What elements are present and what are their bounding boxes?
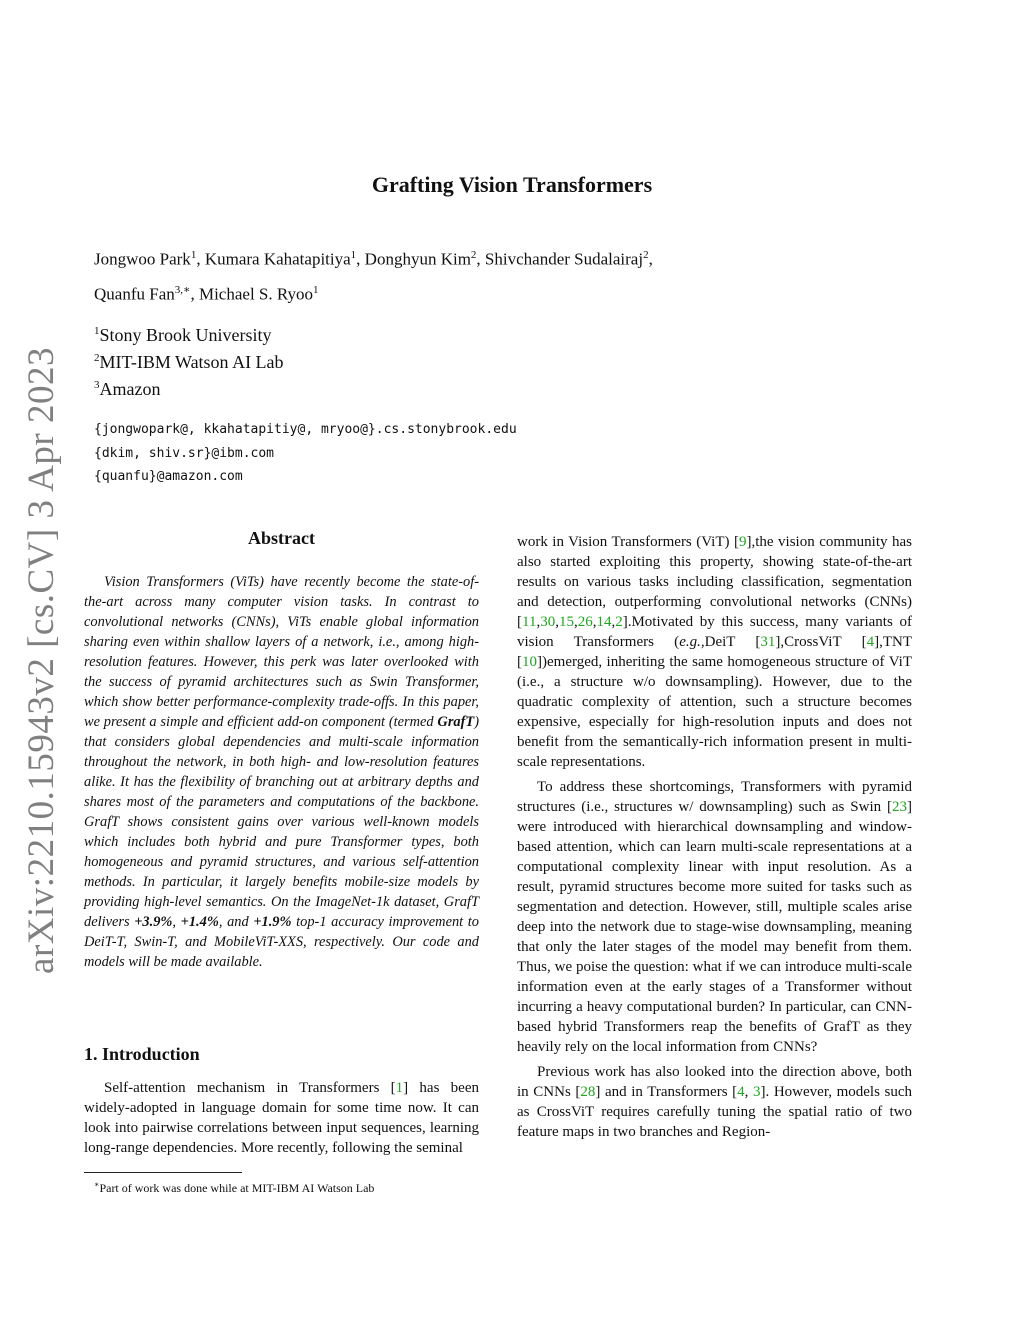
affiliation-number: 1 bbox=[94, 325, 100, 337]
email-line: {quanfu}@amazon.com bbox=[94, 469, 243, 484]
author-list: Jongwoo Park$^1$, Kumara Kahatapitiya$^1$, Donghyun Kim$^2$, Shivchander Sudalairaj$^2$, Quanfu Fan$^{3,∗}$, Michael S. Ryoo$^1$ bbox=[94, 249, 653, 304]
affiliation-name: Stony Brook University bbox=[99, 325, 272, 345]
author-affiliation-mark: 1 bbox=[313, 283, 319, 296]
affiliation-item bbox=[94, 320, 284, 347]
affiliation-item bbox=[94, 347, 284, 374]
intro-paragraph-1-start: Self-attention mechanism in Transformers [1] has been widely-adopted in language domain for some time now. It can look into pairwise correlations between input sequences, learning long-range dependencies. More recently, following the seminal bbox=[84, 1080, 479, 1156]
affiliation-number: 3 bbox=[94, 379, 100, 391]
affiliation-name: Amazon bbox=[99, 379, 161, 399]
abstract-heading: Abstract bbox=[248, 528, 315, 548]
citation-link[interactable]: 15 bbox=[558, 614, 574, 630]
citation-link[interactable]: 31 bbox=[760, 634, 776, 650]
left-column bbox=[84, 528, 479, 1158]
affiliation-item bbox=[94, 374, 284, 401]
affiliation-number: 2 bbox=[94, 352, 100, 364]
citation-link[interactable]: 10 bbox=[522, 654, 537, 670]
abstract-text: Vision Transformers (ViTs) have recently become the state-of-the-art across many computer vision tasks. In contrast to convolutional networks (CNNs), ViTs enable global information sharing even within shallow layers of a network, i.e., among high-resolution features. However, this perk was later overlooked with the success of pyramid architectures such as Swin Transformer, which show better performance-complexity trade-offs. In this paper, we present a simple and efficient add-on component (termed GrafT) that considers global dependencies and multi-scale information throughout the network, in both high- and low-resolution features alike. It has the flexibility of branching out at arbitrary depths and shares most of the parameters and computations of the backbone. GrafT shows consistent gains over various well-known models which includes both hybrid and pure Transformer types, both homogeneous and pyramid structures, and various self-attention methods. In particular, it largely benefits mobile-size models by providing high-level semantics. On the ImageNet-1k dataset, GrafT delivers +3.9%, +1.4%, and +1.9% top-1 accuracy improvement to DeiT-T, Swin-T, and MobileViT-XXS, respectively. Our code and models will be made available. bbox=[84, 574, 479, 970]
citation-link[interactable]: 2 bbox=[615, 614, 623, 630]
footnote-divider bbox=[84, 1172, 242, 1173]
citation-link[interactable]: 30 bbox=[540, 614, 556, 630]
gain-value: +1.9% bbox=[253, 914, 292, 930]
paper-title: Grafting Vision Transformers bbox=[371, 172, 653, 197]
citation-link[interactable]: 14 bbox=[596, 614, 612, 630]
author-name: Shivchander Sudalairaj bbox=[484, 249, 644, 269]
affiliation-list bbox=[94, 320, 284, 401]
citation-link[interactable]: 1 bbox=[395, 1080, 404, 1096]
section-heading-introduction: 1. Introduction bbox=[84, 1044, 200, 1064]
affiliation-name: MIT-IBM Watson AI Lab bbox=[99, 352, 284, 372]
author-name: Jongwoo Park bbox=[94, 249, 191, 269]
citation-link[interactable]: 11 bbox=[522, 614, 537, 630]
email-line: {jongwopark@, kkahatapitiy@, mryoo@}.cs.stonybrook.edu bbox=[94, 422, 517, 437]
footnote bbox=[94, 1177, 374, 1196]
citation-link[interactable]: 26 bbox=[577, 614, 593, 630]
author-name: Kumara Kahatapitiya bbox=[204, 249, 351, 269]
author-affiliation-mark: 2 bbox=[643, 249, 649, 261]
author-name: Michael S. Ryoo bbox=[198, 284, 314, 304]
author-affiliation-mark: 1 bbox=[350, 249, 357, 261]
grafT-term: GrafT bbox=[437, 714, 475, 730]
gain-value: +1.4% bbox=[180, 914, 219, 930]
citation-link[interactable]: 4 bbox=[866, 634, 875, 650]
author-affiliation-mark: 2 bbox=[470, 249, 477, 261]
email-line: {dkim, shiv.sr}@ibm.com bbox=[94, 445, 275, 461]
right-column bbox=[517, 532, 912, 1142]
gain-value: +3.9% bbox=[134, 914, 173, 930]
arxiv-identifier bbox=[6, 346, 76, 974]
footnote-text: Part of work was done while at MIT-IBM AI Watson Lab bbox=[99, 1181, 375, 1195]
intro-paragraph-1-continued: work in Vision Transformers (ViT) [9],the vision community has also started exploiting this property, showing state-of-the-art results on various tasks including classification, segmentation and detection, outperforming convolutional networks (CNNs) [11,30,15,26,14,2].Motivated by this success, many variants of vision Transformers (e.g.,DeiT [31],CrossViT [4],TNT [10])emerged, inheriting the same homogeneous structure of ViT (i.e., a structure w/o downsampling). However, due to the quadratic complexity of attention, such a structure becomes expensive, especially for high-resolution inputs and does not benefit from the semantically-rich information present in multi-scale representations. bbox=[517, 534, 913, 770]
footnote-mark: ∗ bbox=[94, 1180, 100, 1189]
author-affiliation-mark: 3,∗ bbox=[174, 283, 191, 296]
arxiv-identifier-text: arXiv:2210.15943v2 [cs.CV] 3 Apr 2023 bbox=[20, 346, 62, 974]
citation-link[interactable]: 9 bbox=[738, 534, 747, 550]
citation-link[interactable]: 23 bbox=[892, 799, 907, 815]
email-list bbox=[94, 418, 517, 489]
intro-paragraph-2: To address these shortcomings, Transformers with pyramid structures (i.e., structures w/ downsampling) such as Swin [23] were introduced with hierarchical downsampling and window-based attention, which can learn multi-scale representations at a computational complexity linear with input resolution. As a result, pyramid structures become more suited for tasks such as segmentation and detection. However, still, multiple scales arise deep into the network due to stage-wise downsampling, meaning that only the later stages of the model may benefit from them. Thus, we poise the question: what if we can introduce multi-scale information even at the early stages of a Transformer without incurring a heavy computational burden? In particular, can CNN-based hybrid Transformers reap the benefits of GrafT as they heavily rely on the local information from CNNs? bbox=[517, 779, 912, 1055]
author-name: Donghyun Kim bbox=[364, 249, 471, 269]
citation-link[interactable]: 3 bbox=[753, 1084, 761, 1100]
intro-paragraph-3: Previous work has also looked into the direction above, both in CNNs [28] and in Transformers [4, 3]. However, models such as CrossViT requires carefully tuning the spatial ratio of two feature maps in two branches and Region- bbox=[517, 1064, 913, 1140]
citation-link[interactable]: 28 bbox=[580, 1084, 596, 1100]
citation-link[interactable]: 4 bbox=[737, 1084, 745, 1100]
author-name: Quanfu Fan bbox=[94, 284, 175, 304]
author-affiliation-mark: 1 bbox=[190, 249, 197, 261]
